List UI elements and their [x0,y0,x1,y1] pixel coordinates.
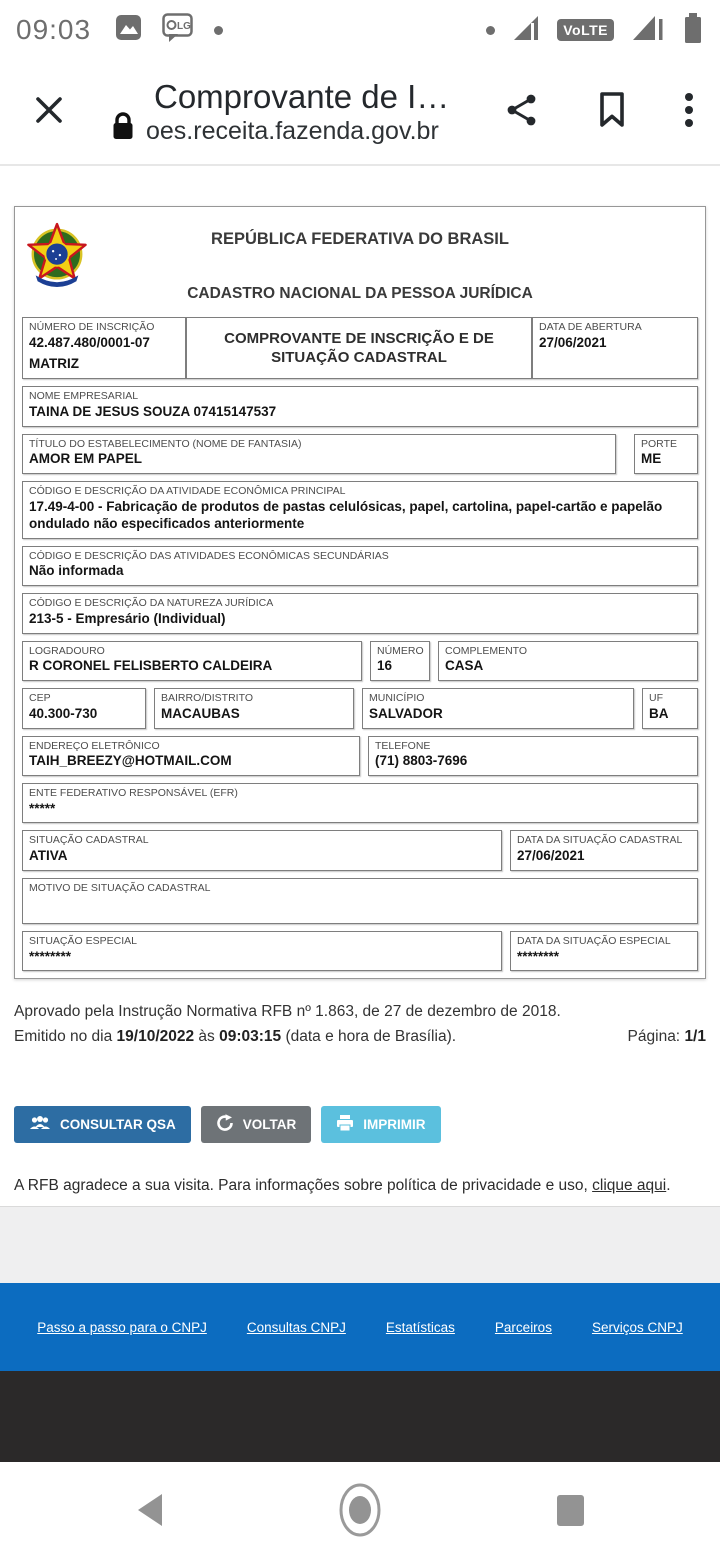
clock: 09:03 [16,14,92,45]
emitted-suffix: (data e hora de Brasília). [281,1028,457,1046]
row-situacao-cadastral [22,830,698,870]
printer-icon [336,1115,354,1135]
emitted-note [14,1028,706,1046]
emitted-date: 19/10/2022 [116,1028,195,1046]
field-value: 27/06/2021 [539,334,607,350]
voltar-label: VOLTAR [242,1117,297,1133]
field-value: ******** [517,948,560,964]
row-atividade-principal [22,481,698,538]
field-label: LOGRADOURO [29,644,105,657]
share-icon[interactable] [504,92,540,133]
row-endereco [22,641,698,681]
field-porte [634,434,698,474]
field-value: 17.49-4-00 - Fabricação de produtos de pastas celulósicas, papel, cartolina, papel-cartão e papelão ondulado não especificados anteriormente [29,498,663,531]
field-value: BA [649,705,669,721]
footer-link-consultas[interactable]: Consultas CNPJ [246,1319,346,1335]
voltar-button[interactable] [201,1106,312,1143]
privacy-text: A RFB agradece a sua visita. Para informações sobre política de privacidade e uso, [14,1177,593,1195]
undo-arrow-icon [216,1114,234,1135]
field-label: TÍTULO DO ESTABELECIMENTO (NOME DE FANTASIA) [29,437,302,450]
privacy-note [14,1177,706,1195]
svg-text:LG: LG [177,20,191,32]
field-value: ***** [29,800,56,816]
field-label: NÚMERO [377,644,424,657]
field-value: CASA [445,658,484,674]
field-label: DATA DA SITUAÇÃO ESPECIAL [517,934,671,947]
footer-link-passo-a-passo[interactable]: Passo a passo para o CNPJ [37,1319,207,1335]
field-natureza-juridica [22,593,698,633]
field-situacao-especial [22,931,502,971]
status-bar [0,0,720,60]
footer-link-servicos[interactable]: Serviços CNPJ [591,1319,683,1335]
field-label: NÚMERO DE INSCRIÇÃO [29,321,155,333]
field-numero [370,641,430,681]
approval-note: Aprovado pela Instrução Normativa RFB nº 1.863, de 27 de dezembro de 2018. [14,1003,561,1021]
nav-home-icon[interactable] [300,1475,420,1545]
row-cep-municipio [22,688,698,728]
browser-url: oes.receita.fazenda.gov.br [146,117,439,145]
field-value: TAINA DE JESUS SOUZA 07415147537 [29,403,277,419]
row-inscricao [22,317,698,379]
field-cep [22,688,146,728]
field-value: Não informada [29,563,124,579]
web-page-content [0,206,720,1206]
field-value: ME [641,451,662,467]
brazil-coat-of-arms-icon [26,224,88,295]
field-value [23,896,697,901]
site-footer-nav [0,1283,720,1371]
field-value: MACAUBAS [161,705,240,721]
imprimir-label: IMPRIMIR [363,1117,426,1133]
row-situacao-especial [22,931,698,971]
footer-link-parceiros[interactable]: Parceiros [494,1319,552,1335]
field-label: BAIRRO/DISTRITO [161,692,253,705]
field-titulo-estabelecimento [22,434,616,474]
imprimir-button[interactable] [321,1106,440,1143]
bookmark-icon[interactable] [596,91,628,134]
lock-icon[interactable] [110,82,136,142]
field-logradouro [22,641,362,681]
row-titulo-porte [22,434,698,474]
certificate-header [22,214,698,310]
field-value: R CORONEL FELISBERTO CALDEIRA [29,658,273,674]
field-label: CÓDIGO E DESCRIÇÃO DA ATIVIDADE ECONÔMICA PRINCIPAL [29,485,346,498]
field-data-situacao-cadastral [510,830,698,870]
field-value: TAIH_BREEZY@HOTMAIL.COM [29,753,232,769]
field-endereco-eletronico [22,736,360,776]
dark-footer-band [0,1371,720,1462]
field-value: 40.300-730 [29,705,98,721]
row-contato [22,736,698,776]
status-dot-icon [486,26,495,35]
nav-back-icon[interactable] [90,1475,210,1545]
field-value: SALVADOR [369,705,443,721]
field-nome-empresarial [22,386,698,426]
field-label: TELEFONE [375,739,431,752]
people-icon [29,1116,51,1134]
field-value: (71) 8803-7696 [375,753,468,769]
close-icon[interactable] [30,91,68,134]
field-label: NOME EMPRESARIAL [29,390,139,403]
field-label: ENTE FEDERATIVO RESPONSÁVEL (EFR) [29,786,238,799]
page-label: Página: [627,1028,685,1046]
emitted-time: 09:03:15 [219,1028,282,1046]
notification-dot-icon [214,26,223,35]
field-value: 213-5 - Empresário (Individual) [29,610,226,626]
field-label: UF [649,692,663,705]
field-telefone [368,736,698,776]
field-uf [642,688,698,728]
field-label: SITUAÇÃO CADASTRAL [29,834,149,847]
footer-link-estatisticas[interactable]: Estatísticas [385,1319,455,1335]
field-efr [22,783,698,823]
field-label: SITUAÇÃO ESPECIAL [29,934,137,947]
field-label: CEP [29,692,51,705]
row-nome-empresarial [22,386,698,426]
field-label: MUNICÍPIO [369,692,425,705]
field-label: CÓDIGO E DESCRIÇÃO DA NATUREZA JURÍDICA [29,597,274,610]
row-efr [22,783,698,823]
consultar-qsa-label: CONSULTAR QSA [60,1117,176,1133]
android-navbar [0,1462,720,1558]
page-title-url[interactable] [146,78,490,146]
certificate-title-box: COMPROVANTE DE INSCRIÇÃO E DE SITUAÇÃO CADASTRAL [186,317,532,379]
field-label: COMPLEMENTO [445,644,528,657]
privacy-text-after: . [666,1177,671,1195]
field-value: 42.487.480/0001-07 [29,334,150,350]
field-label: DATA DA SITUAÇÃO CADASTRAL [517,834,683,847]
volte-badge: VoLTE [557,19,614,41]
nav-recents-icon[interactable] [510,1475,630,1545]
field-complemento [438,641,698,681]
signal-strength-icon [513,15,539,46]
field-label: MOTIVO DE SITUAÇÃO CADASTRAL [29,881,211,894]
field-situacao-cadastral [22,830,502,870]
page-number [628,1028,706,1046]
field-data-situacao-especial [510,931,698,971]
row-motivo [22,878,698,924]
privacy-link[interactable]: clique aqui [592,1177,667,1195]
overflow-menu-icon[interactable] [684,91,694,134]
page-value: 1/1 [684,1028,706,1046]
doc-title-republica: REPÚBLICA FEDERATIVA DO BRASIL [211,230,509,248]
field-data-abertura [532,317,698,379]
field-atividade-principal [22,481,698,538]
browser-toolbar [0,60,720,166]
action-buttons [14,1106,706,1143]
cnpj-certificate-card [14,206,706,979]
field-municipio [362,688,634,728]
field-atividades-secundarias [22,546,698,586]
lg-messaging-notification-icon [162,13,194,48]
field-label: CÓDIGO E DESCRIÇÃO DAS ATIVIDADES ECONÔMICAS SECUNDÁRIAS [29,549,389,562]
field-value: AMOR EM PAPEL [29,451,143,467]
row-atividades-secundarias [22,546,698,586]
field-numero-inscricao [22,317,186,379]
field-motivo-situacao [22,878,698,924]
field-value: ******** [29,948,72,964]
emitted-prefix: Emitido no dia [14,1028,117,1046]
field-label: PORTE [641,437,677,450]
emitted-mid: às [194,1028,220,1046]
row-natureza-juridica [22,593,698,633]
browser-page-title: Comprovante de I… [154,78,450,115]
gray-spacer-band [0,1206,720,1283]
field-label: DATA DE ABERTURA [539,321,642,333]
field-value-matriz: MATRIZ [29,356,79,372]
doc-title-cadastro: CADASTRO NACIONAL DA PESSOA JURÍDICA [187,285,533,302]
field-value: 16 [377,658,393,674]
field-value: 27/06/2021 [517,848,585,864]
field-bairro [154,688,354,728]
field-label: ENDEREÇO ELETRÔNICO [29,739,160,752]
gallery-notification-icon [115,14,142,46]
consultar-qsa-button[interactable] [14,1106,191,1143]
battery-icon [682,12,704,49]
signal-strength-2-icon [632,15,664,46]
field-value: ATIVA [29,848,68,864]
